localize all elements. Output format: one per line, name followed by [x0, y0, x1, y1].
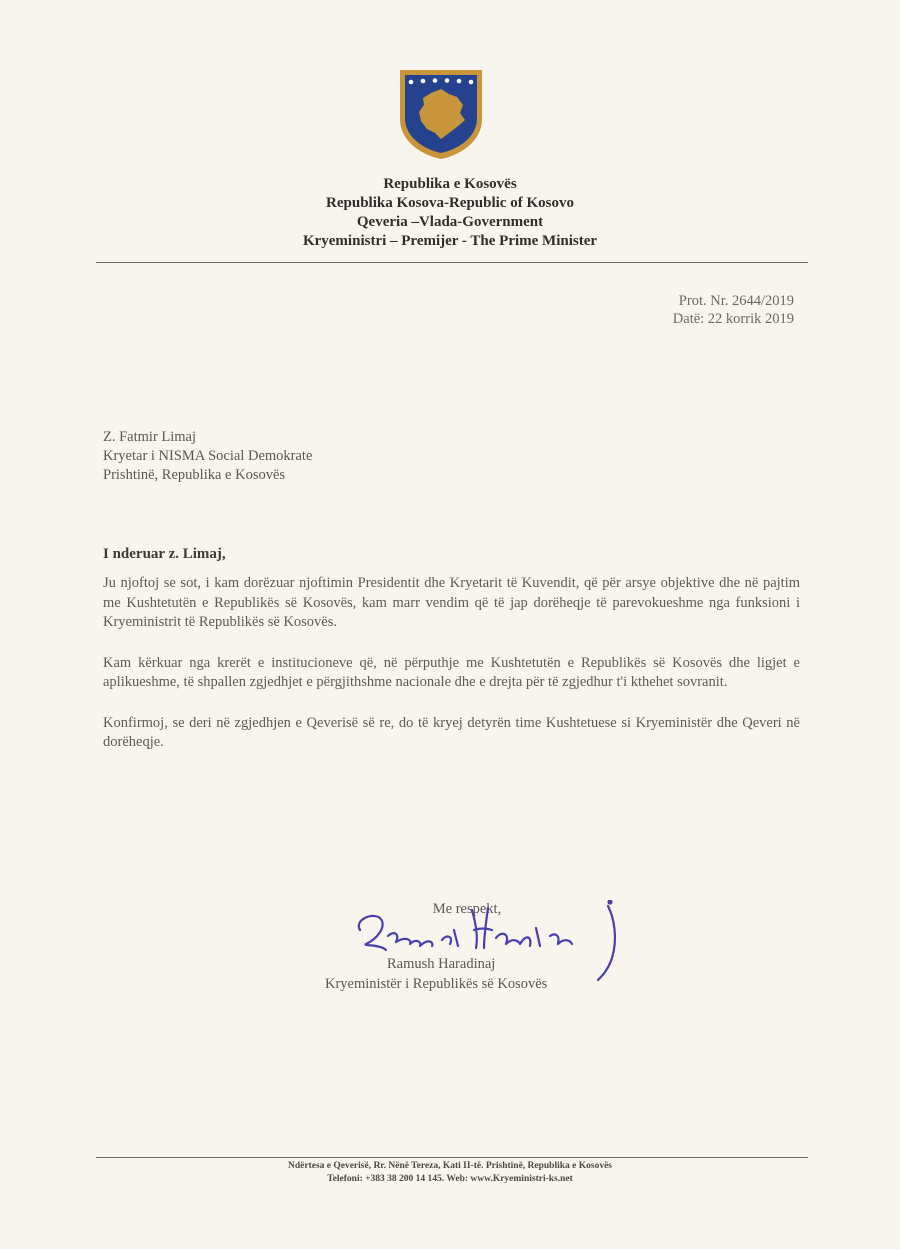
letterhead-line-1: Republika e Kosovës: [383, 176, 517, 192]
footer-contact: Telefoni: +383 38 200 14 145. Web: www.Kryeministri-ks.net: [327, 1174, 573, 1184]
kosovo-coat-of-arms-icon: [397, 67, 485, 161]
recipient-name: Z. Fatmir Limaj: [103, 429, 197, 445]
recipient-title: Kryetar i NISMA Social Demokrate: [103, 448, 313, 464]
letter-date: Datë: 22 korrik 2019: [672, 311, 794, 327]
salutation: I nderuar z. Limaj,: [103, 546, 226, 562]
recipient-block: [103, 428, 312, 485]
letterhead-line-4: Kryeministri – Premijer - The Prime Minister: [302, 233, 598, 249]
footer-divider: [96, 1157, 808, 1158]
protocol-number: Prot. Nr. 2644/2019: [678, 293, 794, 309]
body-paragraph: Ju njoftoj se sot, i kam dorëzuar njoftimin Presidentit dhe Kryetarit të Kuvendit, që për arsye objektive dhe në pajtim me Kushtetutën e Republikës së Kosovës, kam marr vendim që të jap dorëheqje të parevokueshme nga funksioni i Kryeministrit të Republikës së Kosovës.: [103, 575, 800, 630]
recipient-address: Prishtinë, Republika e Kosovës: [103, 467, 286, 483]
signatory-name: Ramush Haradinaj: [387, 956, 496, 972]
closing-regards: Me respekt,: [432, 901, 502, 917]
letterhead: [0, 175, 900, 251]
letterhead-line-3: Qeveria –Vlada-Government: [356, 214, 544, 230]
letter-body: [103, 574, 800, 774]
body-paragraph: Kam kërkuar nga krerët e institucioneve që, në përputhje me Kushtetutën e Republikës së Kosovës dhe ligjet e aplikueshme, të shpallen zgjedhjet e përgjithshme nacionale dhe e drejta për të zgjedhur t'i kthehet sovranit.: [103, 654, 800, 690]
body-paragraph: Konfirmoj, se deri në zgjedhjen e Qeverisë së re, do të kryej detyrën time Kushtetuese si Kryeministër dhe Qeveri në dorëheqje.: [103, 714, 800, 750]
reference-block: [673, 292, 794, 328]
footer: [0, 1160, 900, 1186]
signatory-title: Kryeministër i Republikës së Kosovës: [325, 976, 548, 992]
header-divider: [96, 262, 808, 263]
letterhead-line-2: Republika Kosova-Republic of Kosovo: [326, 195, 574, 211]
footer-address: Ndërtesa e Qeverisë, Rr. Nënë Tereza, Kati II-të. Prishtinë, Republika e Kosovës: [287, 1161, 612, 1171]
